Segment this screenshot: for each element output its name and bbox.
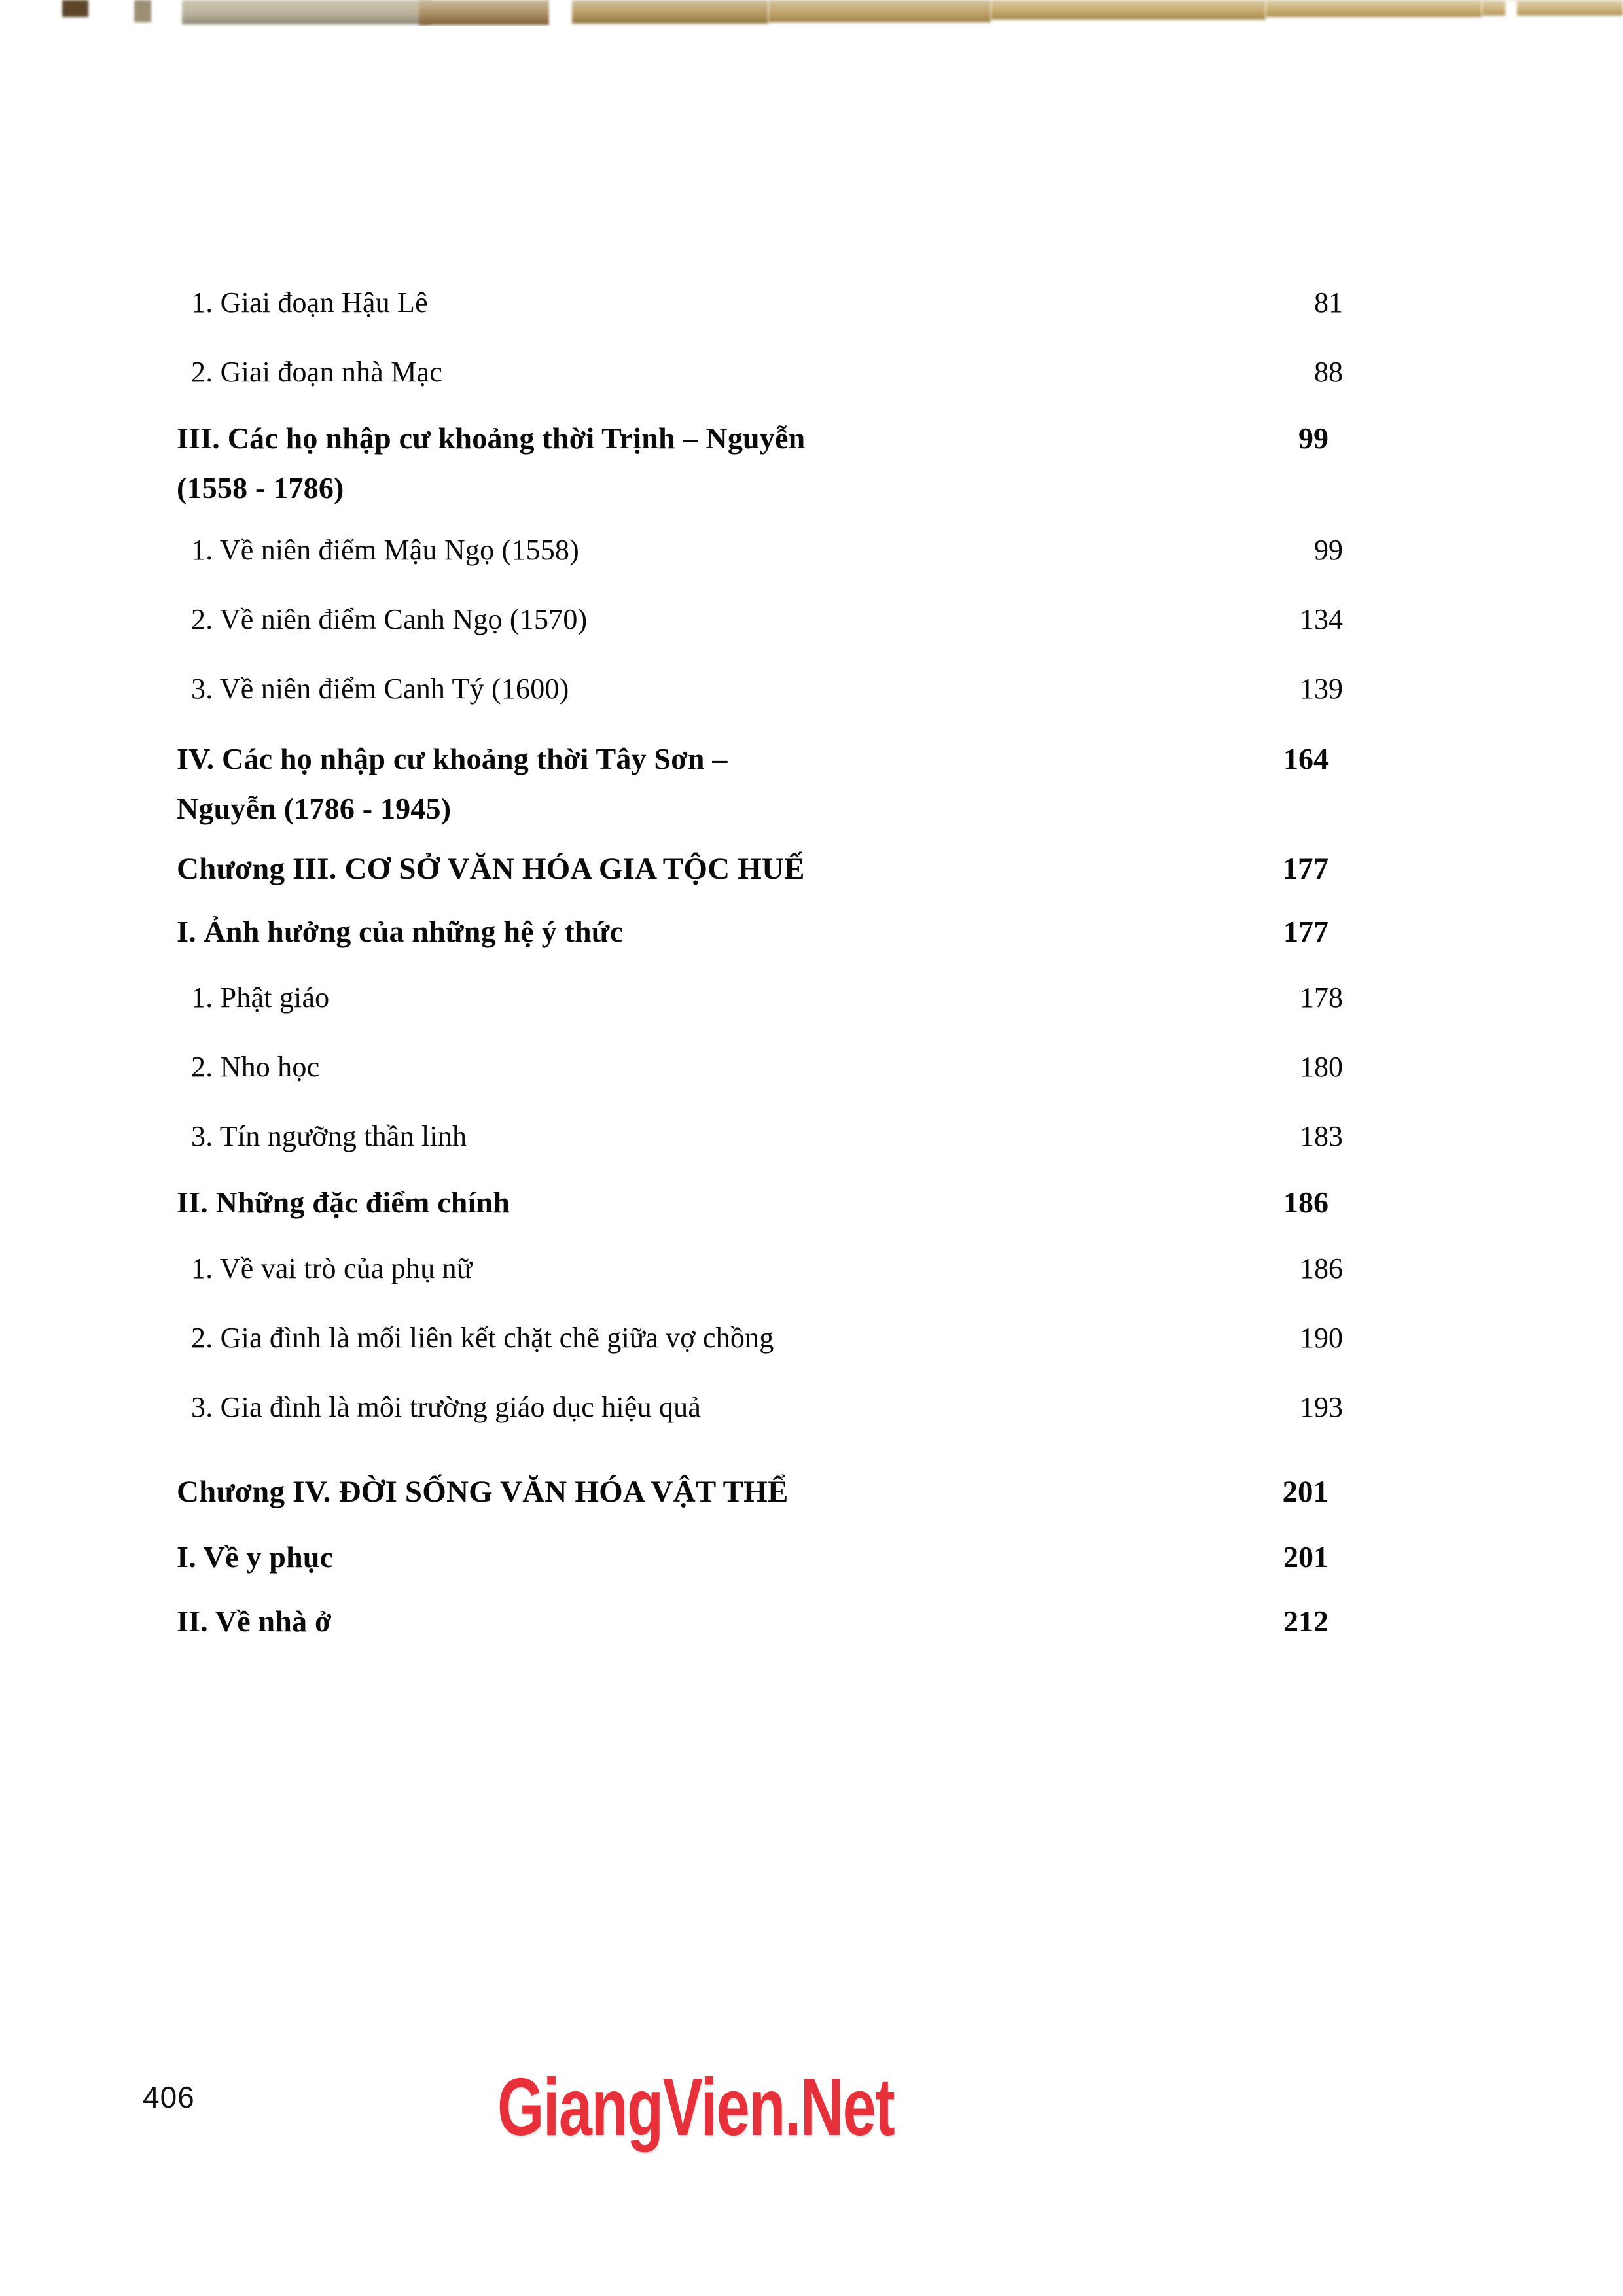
toc-entry[interactable] — [177, 344, 1343, 400]
toc-entry-line — [191, 1241, 1343, 1297]
toc-entry-page-number: 193 — [1300, 1391, 1343, 1423]
toc-entry-title: 1. Về niên điểm Mậu Ngọ (1558) — [191, 534, 579, 566]
page-number: 406 — [143, 2080, 195, 2114]
toc-entry-page-number: 177 — [1283, 915, 1329, 948]
toc-entry-line — [191, 592, 1343, 648]
toc-entry-page-number: 164 — [1283, 742, 1329, 775]
toc-entry-line — [191, 1310, 1343, 1366]
toc-entry-title: I. Về y phục — [177, 1540, 334, 1574]
toc-entry[interactable] — [177, 970, 1343, 1026]
toc-entry-title: 1. Về vai trò của phụ nữ — [191, 1252, 473, 1284]
toc-entry-page-number: 180 — [1300, 1051, 1343, 1083]
site-watermark: GiangVien.Net — [497, 2062, 895, 2153]
toc-entry-title: I. Ảnh hưởng của những hệ ý thức — [177, 915, 624, 948]
toc-entry-line — [191, 1108, 1343, 1165]
toc-entry-line — [191, 522, 1343, 578]
toc-entry-line — [177, 734, 1329, 784]
toc-entry-line — [191, 275, 1343, 331]
toc-entry[interactable] — [177, 414, 1329, 513]
toc-entry-page-number: 81 — [1314, 287, 1343, 319]
toc-entry-line — [177, 1597, 1329, 1646]
toc-entry[interactable] — [177, 843, 1329, 895]
toc-entry[interactable] — [177, 1466, 1329, 1518]
toc-entry-line — [177, 1466, 1329, 1518]
toc-entry-page-number: 190 — [1300, 1322, 1343, 1354]
toc-entry-line — [177, 843, 1329, 895]
toc-entry[interactable] — [177, 275, 1343, 331]
toc-entry[interactable] — [177, 522, 1343, 578]
toc-entry-line — [177, 1532, 1329, 1582]
toc-entry-page-number: 186 — [1283, 1186, 1329, 1219]
toc-entry-title: 1. Phật giáo — [191, 981, 330, 1014]
toc-entry-title: III. Các họ nhập cư khoảng thời Trịnh – Nguyễn — [177, 421, 806, 455]
toc-entry-line — [191, 1039, 1343, 1095]
toc-entry-line — [191, 344, 1343, 400]
toc-entry[interactable] — [177, 1532, 1329, 1582]
toc-entry[interactable] — [177, 1310, 1343, 1366]
toc-entry[interactable] — [177, 734, 1329, 834]
toc-entry-title: II. Những đặc điểm chính — [177, 1186, 510, 1219]
toc-entry[interactable] — [177, 592, 1343, 648]
table-of-contents — [177, 275, 1343, 1646]
toc-entry-title: 3. Tín ngưỡng thần linh — [191, 1120, 467, 1152]
toc-entry-page-number: 99 — [1314, 534, 1343, 566]
toc-entry-line — [191, 1379, 1343, 1436]
toc-entry-line — [177, 1178, 1329, 1227]
toc-entry-line — [191, 661, 1343, 717]
toc-entry-title: 3. Về niên điểm Canh Tý (1600) — [191, 673, 569, 705]
toc-entry-page-number: 201 — [1282, 1475, 1329, 1509]
toc-entry-title: II. Về nhà ở — [177, 1604, 332, 1638]
toc-entry-title: 2. Nho học — [191, 1051, 320, 1083]
toc-entry-page-number: 134 — [1300, 603, 1343, 635]
toc-entry-title: Chương IV. ĐỜI SỐNG VĂN HÓA VẬT THỂ — [177, 1475, 789, 1509]
toc-entry-title: Chương III. CƠ SỞ VĂN HÓA GIA TỘC HUẾ — [177, 852, 805, 886]
toc-entry-title: 2. Giai đoạn nhà Mạc — [191, 356, 442, 388]
toc-entry-line — [191, 970, 1343, 1026]
toc-entry-page-number: 88 — [1314, 356, 1343, 388]
toc-entry-page-number: 178 — [1300, 981, 1343, 1014]
toc-entry-title: 3. Gia đình là môi trường giáo dục hiệu quả — [191, 1391, 702, 1423]
toc-entry-page-number: 212 — [1283, 1604, 1329, 1638]
toc-entry-line — [177, 907, 1329, 957]
toc-entry-page-number: 201 — [1283, 1540, 1329, 1574]
toc-entry[interactable] — [177, 661, 1343, 717]
toc-entry[interactable] — [177, 1178, 1329, 1227]
toc-entry-title: 2. Gia đình là mối liên kết chặt chẽ giữa vợ chồng — [191, 1322, 774, 1354]
toc-entry-title: 1. Giai đoạn Hậu Lê — [191, 287, 428, 319]
toc-entry-page-number: 99 — [1298, 421, 1329, 455]
toc-entry-page-number: 177 — [1282, 852, 1329, 886]
toc-entry-title-continuation: (1558 - 1786) — [177, 471, 344, 504]
toc-entry[interactable] — [177, 1241, 1343, 1297]
toc-entry-title: IV. Các họ nhập cư khoảng thời Tây Sơn – — [177, 742, 728, 775]
toc-entry[interactable] — [177, 1108, 1343, 1165]
toc-entry-line — [177, 414, 1329, 463]
toc-entry[interactable] — [177, 1597, 1329, 1646]
toc-entry-title: 2. Về niên điểm Canh Ngọ (1570) — [191, 603, 588, 635]
toc-entry[interactable] — [177, 1039, 1343, 1095]
toc-entry[interactable] — [177, 1379, 1343, 1436]
toc-entry-page-number: 183 — [1300, 1120, 1343, 1152]
toc-entry-page-number: 139 — [1300, 673, 1343, 705]
toc-entry-title-continuation: Nguyễn (1786 - 1945) — [177, 792, 452, 825]
toc-entry[interactable] — [177, 907, 1329, 957]
toc-entry-page-number: 186 — [1300, 1252, 1343, 1284]
